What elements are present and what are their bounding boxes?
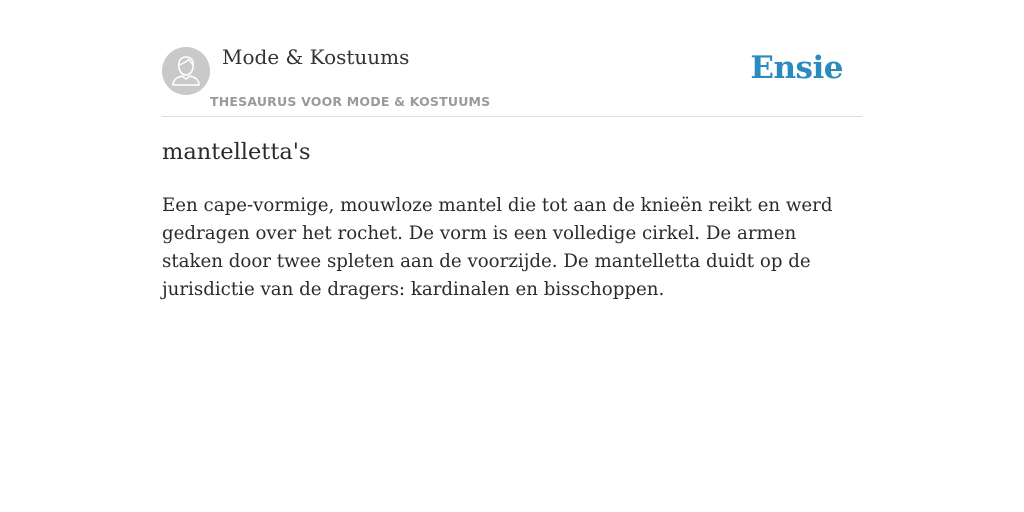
site-title[interactable]: Mode & Kostuums (222, 45, 410, 69)
header (162, 40, 862, 117)
entry-title: mantelletta's (162, 139, 311, 165)
site-subtitle: THESAURUS VOOR MODE & KOSTUUMS (210, 94, 491, 109)
brand-logo[interactable]: Ensie (750, 50, 843, 86)
user-avatar-icon[interactable] (162, 47, 210, 95)
entry-definition: Een cape-vormige, mouwloze mantel die tot aan de knieën reikt en werd gedragen over het rochet. De vorm is een volledige cirkel. De armen staken door twee spleten aan de voorzijde. De mantelletta duidt op de jurisdictie van de dragers: kardinalen en bisschoppen. (162, 195, 833, 300)
